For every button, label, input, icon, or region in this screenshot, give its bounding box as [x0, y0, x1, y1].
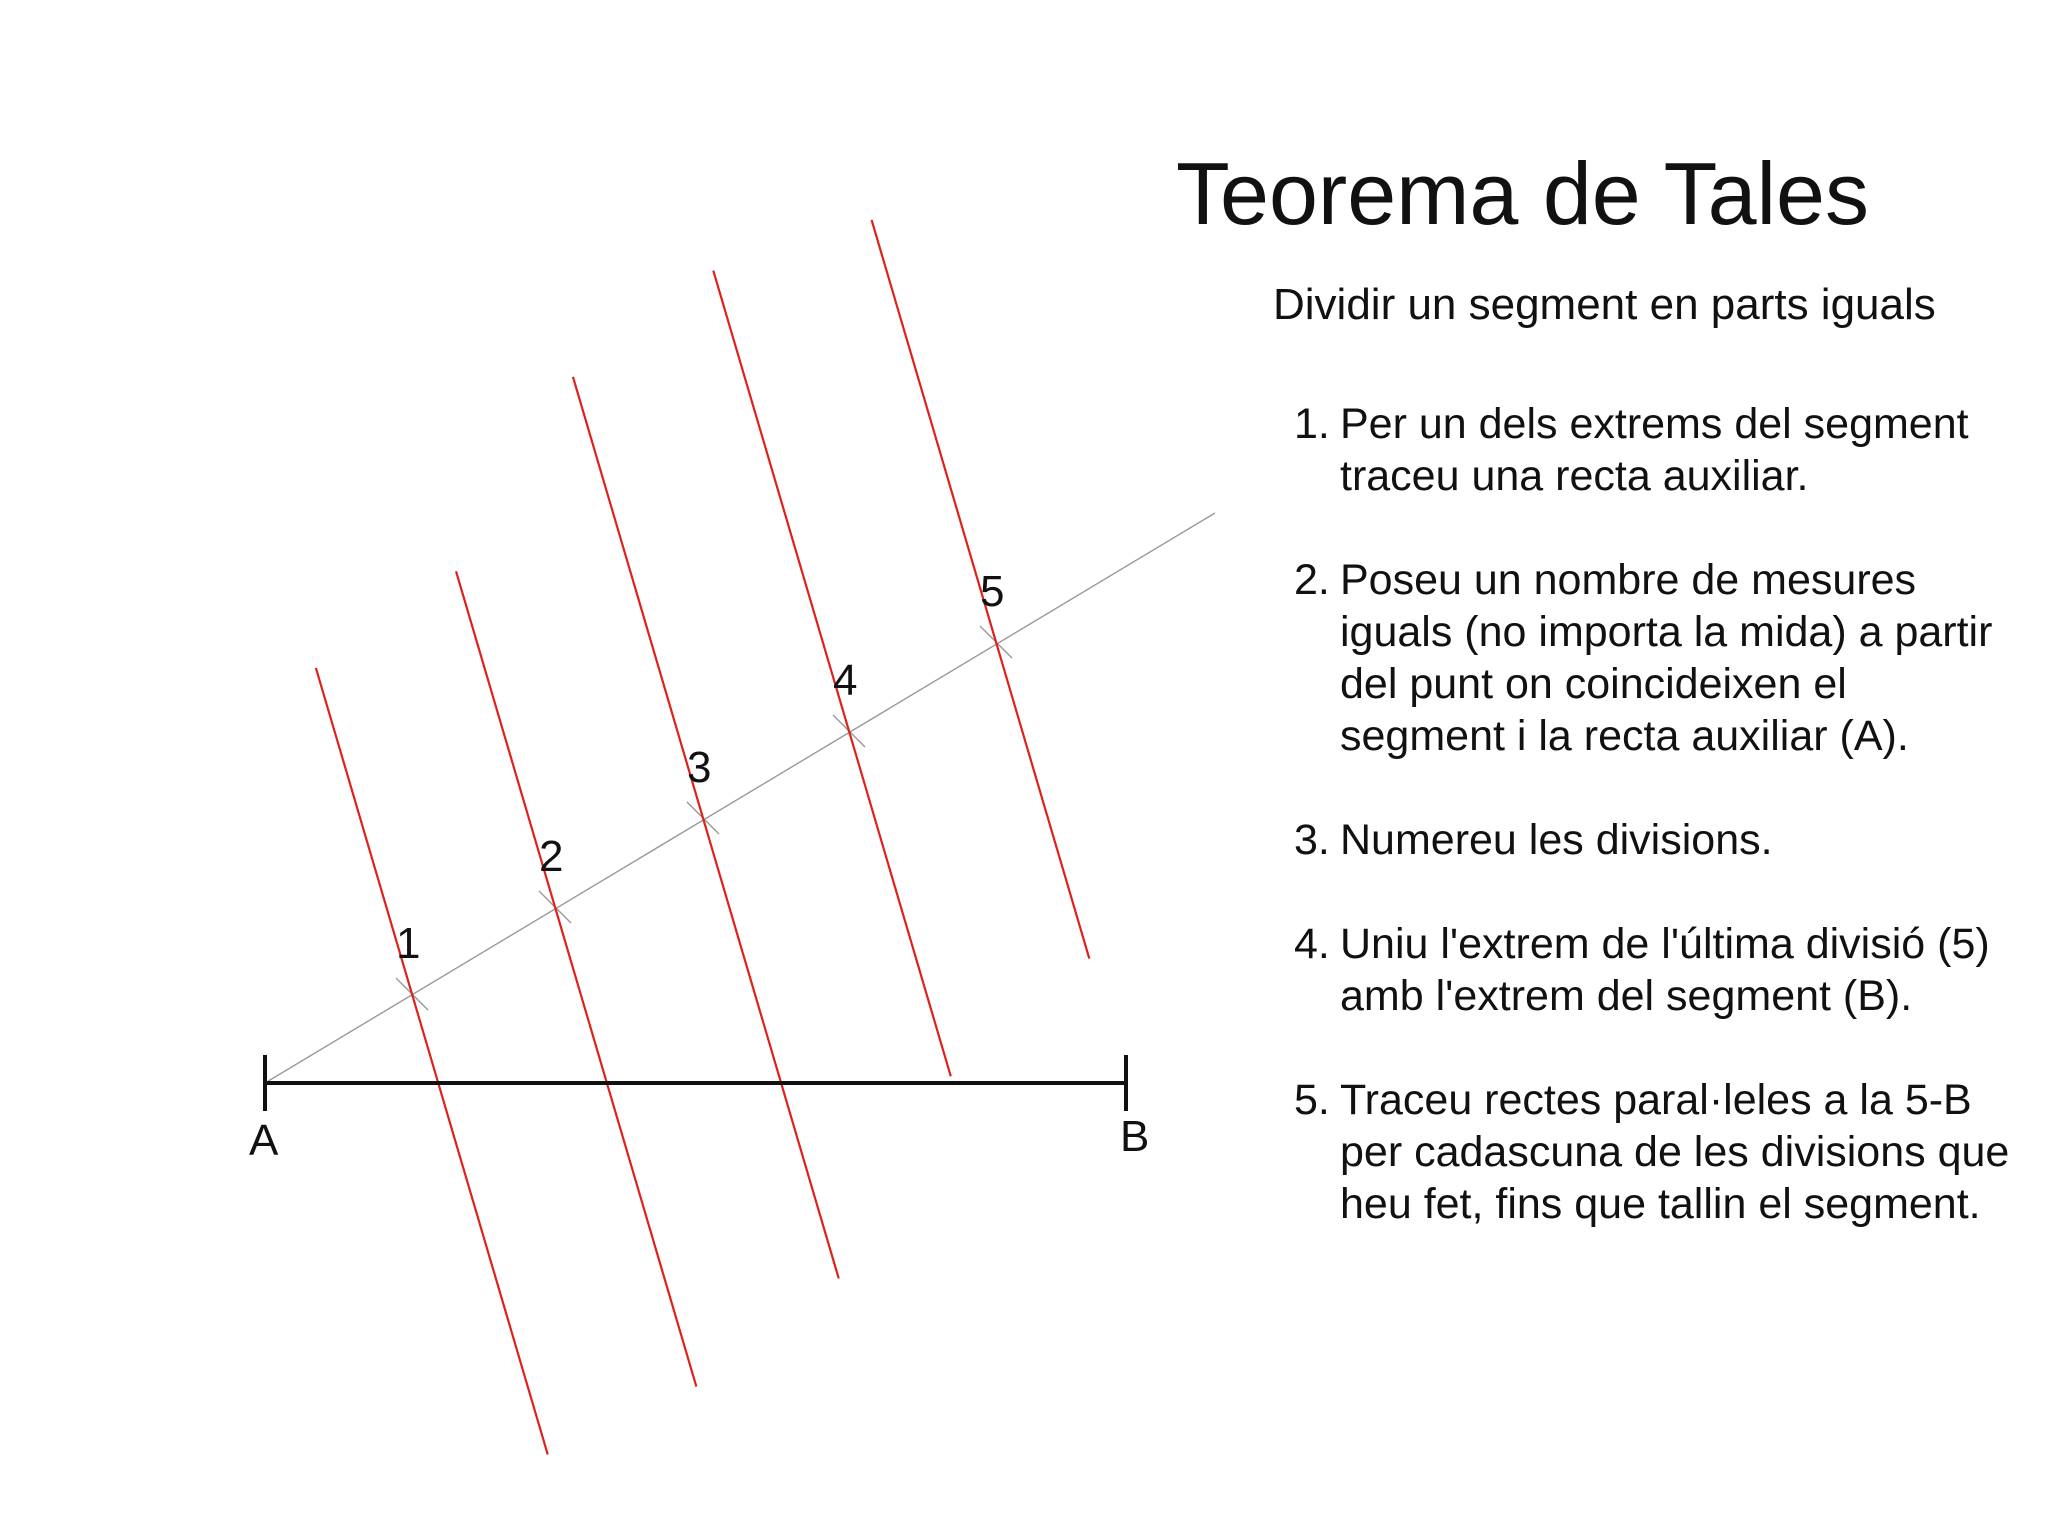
step-text: Poseu un nombre de mesures iguals (no importa la mida) a partir del punt on coincideixen el segment i la recta auxiliar (A). — [1340, 556, 1993, 760]
step-item — [1290, 918, 2010, 1022]
step-number: 4. — [1294, 920, 1330, 968]
slide-subtitle: Dividir un segment en parts iguals — [1273, 280, 1936, 329]
division-label: 2 — [539, 832, 564, 881]
step-text: Traceu rectes paral·leles a la 5-B per cadascuna de les divisions que heu fet, fins que tallin el segment. — [1340, 1076, 2010, 1228]
step-text: Per un dels extrems del segment traceu una recta auxiliar. — [1340, 400, 1969, 500]
step-number: 1. — [1294, 400, 1330, 448]
steps-list — [1290, 398, 2010, 1282]
step-item — [1290, 814, 2010, 866]
point-a-label: A — [249, 1116, 279, 1165]
diagram-labels — [249, 567, 1149, 1165]
segment-ab — [265, 1055, 1126, 1111]
auxiliary-layer — [265, 513, 1215, 1083]
step-number: 5. — [1294, 1076, 1330, 1124]
auxiliary-line — [265, 513, 1215, 1083]
step-number: 2. — [1294, 556, 1330, 604]
division-label: 3 — [687, 743, 712, 792]
division-label: 4 — [833, 656, 858, 705]
parallel-lines — [316, 220, 1089, 1454]
step-text: Uniu l'extrem de l'última divisió (5) amb l'extrem del segment (B). — [1340, 920, 1990, 1020]
step-item — [1290, 398, 2010, 502]
point-b-label: B — [1120, 1112, 1150, 1161]
step-text: Numereu les divisions. — [1340, 816, 1773, 864]
parallel-line — [316, 668, 548, 1455]
division-label: 1 — [396, 919, 421, 968]
step-item — [1290, 1074, 2010, 1230]
step-number: 3. — [1294, 816, 1330, 864]
slide-title: Teorema de Tales — [1176, 144, 1869, 243]
parallel-line — [573, 377, 839, 1279]
division-label: 5 — [980, 567, 1005, 616]
step-item — [1290, 554, 2010, 762]
